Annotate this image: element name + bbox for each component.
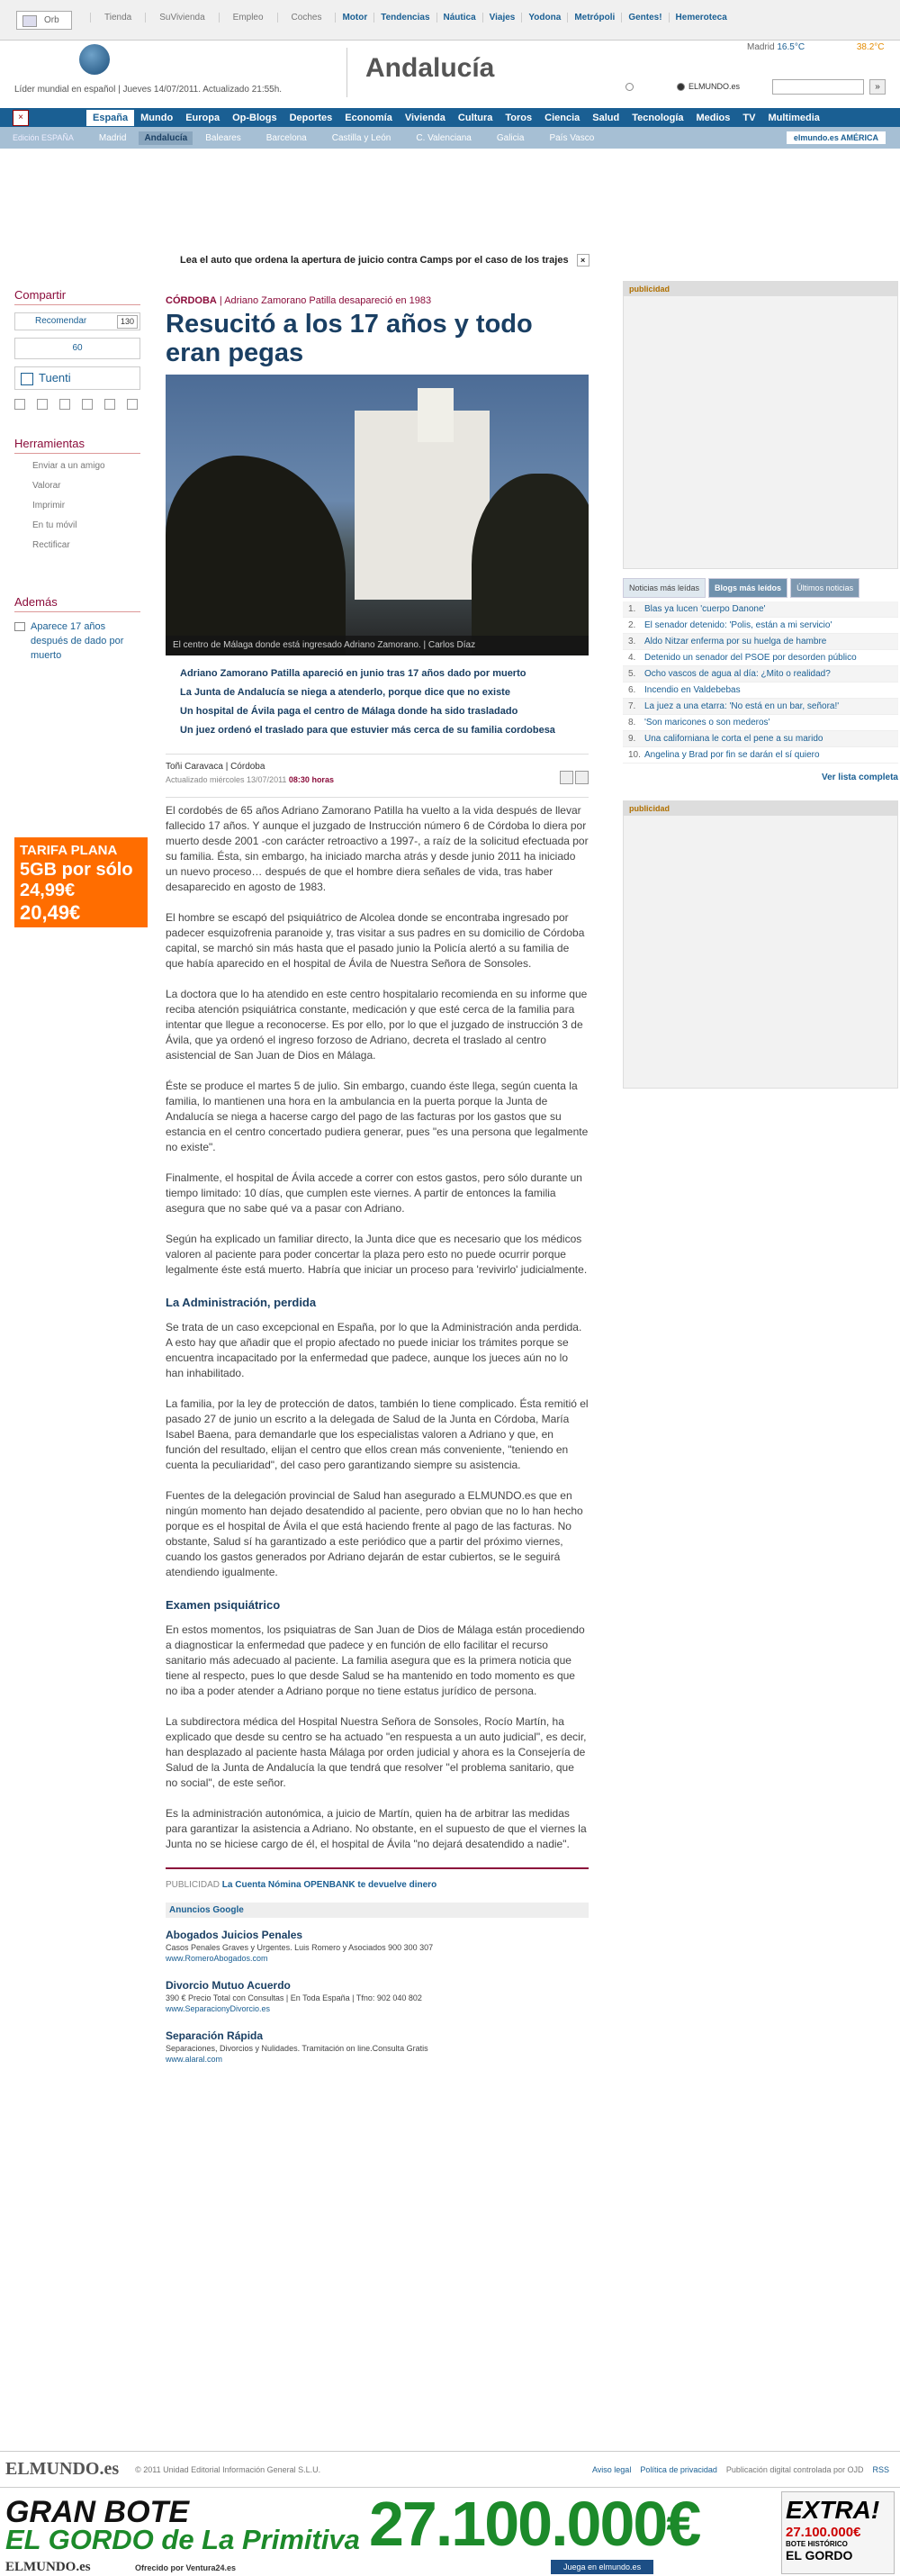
paragraph: Fuentes de la delegación provincial de Salud han asegurado a ELMUNDO.es que en ningún momento han dejado desatendido al paciente, pero obvian que no lo han hecho porque es el hospital de Ávila el que está haciendo frente al pago de las facturas. No obstante, Salud sí ha garantizado a este periódico que a partir del próximo viernes, cuando los gastos generados por Adriano dejarán de estar cubiertos, se le seguirá atendiendo igualmente.: [166, 1489, 583, 1578]
rank: 8.: [628, 718, 636, 728]
extra-amount: 27.100.000€: [786, 2525, 861, 2540]
photo-tree: [166, 456, 346, 655]
font-increase-icon[interactable]: [575, 771, 589, 784]
subheading: Examen psiquiátrico: [166, 1598, 281, 1612]
nav-item[interactable]: Cultura: [457, 112, 493, 123]
ad-item[interactable]: [166, 2029, 589, 2064]
ad-offer: 5GB por sólo 24,99€: [20, 860, 133, 900]
recommend-button[interactable]: [14, 312, 140, 330]
paragraph: Se trata de un caso excepcional en España, por lo que la Administración anda perdida. A esto hay que añadir que el propio afectado no puede iniciar los trámites porque se encuentra incapacitado por la enfermedad que padece, aunque los jueces aún no lo han inhabilitado.: [166, 1321, 582, 1379]
extra-label: BOTE HISTÓRICO: [786, 2540, 848, 2548]
ad-item[interactable]: [166, 1979, 589, 2013]
list-item-title[interactable]: Angelina y Brad por fin se darán el sí quiero: [644, 750, 820, 760]
weather-city: Madrid: [747, 42, 775, 52]
edition-item[interactable]: País Vasco: [549, 132, 595, 143]
twitter-icon[interactable]: [127, 399, 138, 410]
nav-item[interactable]: Medios: [696, 112, 731, 123]
photo-tower: [418, 388, 454, 442]
list-item[interactable]: [623, 634, 898, 650]
copyright: © 2011 Unidad Editorial Información General S.L.U.: [135, 2464, 321, 2474]
share-title: Compartir: [14, 288, 140, 305]
tuenti-button[interactable]: Tuenti: [14, 366, 140, 390]
rank: 1.: [628, 604, 636, 614]
list-item[interactable]: [623, 666, 898, 682]
summary-bullets: [166, 668, 589, 736]
utility-link[interactable]: Tienda: [90, 13, 145, 23]
ad-title[interactable]: Abogados Juicios Penales: [166, 1929, 303, 1941]
edition-item[interactable]: Galicia: [496, 132, 525, 143]
list-item-title[interactable]: La juez a una etarra: 'No está en un bar, señora!': [644, 701, 840, 711]
brand-header: [0, 41, 900, 108]
nav-item[interactable]: Vivienda: [404, 112, 446, 123]
summary-item: Adriano Zamorano Patilla apareció en junio tras 17 años dado por muerto: [180, 668, 526, 679]
list-item-title[interactable]: Ocho vascos de agua al día: ¿Mito o realidad?: [644, 669, 831, 679]
edition-nav: [0, 127, 900, 149]
paragraph: El cordobés de 65 años Adriano Zamorano Patilla ha vuelto a la vida después de llevar fallecido 17 años. Y aunque el juzgado de Instrucción número 6 de Córdoba lo diera por muerto desde 2001 -con carácter retroactivo a 1997-, a raíz de la solicitud efectuada por su familia. Ésta, sin embargo, ha iniciado marcha atrás y desde junio 2011 ha iniciado un nuevo proceso… después de que el hombre diera señales de vida, tras haber desaparecido en agosto de 1983.: [166, 804, 589, 893]
photo-tree: [472, 474, 589, 655]
nav-item[interactable]: Ciencia: [544, 112, 580, 123]
region-title[interactable]: Andalucía: [365, 53, 495, 83]
rank: 7.: [628, 701, 636, 711]
ad-box: [623, 800, 898, 1089]
nav-item[interactable]: Deportes: [289, 112, 333, 123]
kicker-rest: | Adriano Zamorano Patilla desapareció en 1983: [216, 295, 432, 306]
list-item-title[interactable]: Detenido un senador del PSOE por desorden público: [644, 653, 857, 663]
edition-item[interactable]: C. Valenciana: [416, 132, 472, 143]
privacy-link[interactable]: Política de privacidad: [640, 2464, 717, 2474]
banner-sponsor: Ofrecido por Ventura24.es: [135, 2563, 237, 2572]
utility-link[interactable]: SuVivienda: [145, 13, 218, 23]
close-icon[interactable]: ×: [13, 110, 29, 126]
subheading: La Administración, perdida: [166, 1296, 317, 1309]
most-read-tabs: [623, 578, 898, 598]
list-item[interactable]: [623, 699, 898, 715]
paragraph: Finalmente, el hospital de Ávila accede a correr con estos gastos, pero sólo durante un tiempo limitado: 10 días, que cumplen este viernes. A partir de entonces la familia asegura que no sabe qué va a pasar con Adriano.: [166, 1171, 582, 1215]
list-item[interactable]: [623, 601, 898, 618]
nav-item[interactable]: Op-Blogs: [232, 112, 277, 123]
ad-title[interactable]: Divorcio Mutuo Acuerdo: [166, 1979, 291, 1992]
paragraph: El hombre se escapó del psiquiátrico de Alcolea donde se encontraba ingresado por padecer esquizofrenia paranoide y, tras visitar a sus padres en su domicilio de Córdoba capital, se marchó sin más hasta que el pasado junio la Policía alertó a su familia de que había aparecido en el hospital de Ávila de Nuestra Señora de Sonsoles.: [166, 911, 585, 970]
close-icon[interactable]: ×: [577, 254, 590, 267]
banner-title: GRAN BOTE: [5, 2495, 189, 2529]
pub-link[interactable]: La Cuenta Nómina OPENBANK te devuelve dinero: [221, 1880, 437, 1890]
rank: 2.: [628, 620, 636, 630]
pub-label: PUBLICIDAD: [166, 1880, 222, 1890]
nav-item[interactable]: Europa: [185, 112, 220, 123]
radio-label: ELMUNDO.es: [688, 82, 741, 91]
list-item[interactable]: [623, 747, 898, 764]
top-utility-bar: [0, 0, 900, 41]
bottom-banner-ad[interactable]: [0, 2487, 900, 2576]
photo-caption: El centro de Málaga donde está ingresado Adriano Zamorano. | Carlos Díaz: [166, 636, 589, 655]
rank: 5.: [628, 669, 636, 679]
share-count[interactable]: 60: [14, 338, 140, 359]
ademas-title: Además: [14, 595, 140, 612]
digg-icon[interactable]: [82, 399, 93, 410]
radio-web[interactable]: [626, 82, 637, 91]
list-item-title[interactable]: Aldo Nitzar enferma por su huelga de hambre: [644, 637, 827, 646]
rank: 10.: [628, 750, 641, 760]
footer-logo[interactable]: ELMUNDO.es: [5, 2459, 120, 2479]
tools-title: Herramientas: [14, 437, 140, 454]
utility-link[interactable]: Yodona: [521, 13, 567, 23]
edition-item[interactable]: Madrid: [98, 132, 127, 143]
america-link[interactable]: elmundo.es AMÉRICA: [787, 131, 886, 144]
recommend-label: Recomendar: [35, 316, 87, 326]
edition-item[interactable]: Barcelona: [266, 132, 307, 143]
ademas-section: [14, 595, 140, 663]
list-item[interactable]: [623, 715, 898, 731]
left-sidebar: [14, 288, 140, 663]
list-item-title[interactable]: Blas ya lucen 'cuerpo Danone': [644, 604, 766, 614]
ad-title[interactable]: Separación Rápida: [166, 2029, 264, 2042]
banner-logo: ELMUNDO.es: [5, 2560, 91, 2574]
rss-icon[interactable]: [14, 399, 25, 410]
delicious-icon[interactable]: [37, 399, 48, 410]
nav-item-espana[interactable]: España: [86, 110, 134, 126]
extra-title: EXTRA!: [786, 2496, 880, 2524]
ad-url[interactable]: www.RomeroAbogados.com: [166, 1954, 268, 1963]
paragraph: En estos momentos, los psiquiatras de San Juan de Dios de Málaga están procediendo a diagnosticar la enfermedad que padece y en función de ello facilitar el recurso sanitario más adecuado al paciente. La familia asegura que es la primera noticia que tiene al respecto, pues lo que desde Salud se ha mantenido en todo momento es que no iba a poder atender a Adriano porque no tiene estatus jurídico de persona.: [166, 1623, 585, 1697]
facebook-icon[interactable]: [104, 399, 115, 410]
tool-item[interactable]: Rectificar: [32, 540, 70, 550]
article-body: [166, 797, 589, 1852]
summary-item: Un hospital de Ávila paga el centro de Málaga donde ha sido trasladado: [180, 706, 518, 717]
search-input[interactable]: [772, 79, 864, 95]
ad-desc: Casos Penales Graves y Urgentes. Luis Romero y Asociados 900 300 307: [166, 1943, 434, 1952]
banner-subtitle: EL GORDO de La Primitiva: [5, 2524, 360, 2555]
nav-item[interactable]: Salud: [592, 112, 620, 123]
tool-item[interactable]: En tu móvil: [32, 520, 77, 530]
share-icons: [14, 399, 140, 410]
ad-terms: LOS 4 PRIMEROS MESES · SÓLO HASTA EL 20 DE JULIO: [20, 928, 135, 945]
article-photo[interactable]: [166, 375, 589, 655]
paragraph: La familia, por la ley de protección de datos, también lo tiene complicado. Ésta remitió el pasado 27 de junio un escrito a la delegada de Salud de la Junta en Córdoba, María Isabel Baena, para demandarle que los especialistas valoren a Adriano y que, en función del resultado, elijan el centro que ellos crean más conveniente, "teniendo en cuenta la peculiaridad", del caso pero garantizando siempre su asistencia.: [166, 1397, 589, 1471]
rank: 6.: [628, 685, 636, 695]
tool-item[interactable]: Enviar a un amigo: [32, 461, 105, 471]
utility-nav: [90, 13, 734, 23]
see-all-link[interactable]: Ver lista completa: [821, 773, 898, 782]
utility-link[interactable]: Gentes!: [621, 13, 668, 23]
ojd-text: Publicación digital controlada por OJD: [725, 2464, 864, 2474]
font-size-controls: [560, 771, 589, 784]
orb-button[interactable]: Orb: [16, 11, 72, 30]
ademas-link[interactable]: Aparece 17 años después de dado por muerto: [14, 619, 140, 663]
list-item-title[interactable]: Una californiana le corta el pene a su marido: [644, 734, 824, 744]
kicker: [166, 295, 589, 306]
footer-links: [592, 2465, 889, 2474]
main-nav: [0, 108, 900, 127]
slogan-date: Líder mundial en español | Jueves 14/07/2011. Actualizado 21:55h.: [14, 85, 283, 95]
headline: Resucitó a los 17 años y todo eran pegas: [166, 310, 533, 367]
rank: 9.: [628, 734, 636, 744]
summary-item: Un juez ordenó el traslado para que estuvier más cerca de su familia cordobesa: [180, 725, 555, 736]
weather-min: 16.5°C: [777, 42, 806, 52]
search-scope: [626, 82, 740, 91]
utility-link[interactable]: Motor: [335, 13, 374, 23]
sponsored-link: [166, 1867, 589, 1890]
tool-item[interactable]: Valorar: [32, 481, 61, 491]
ad-item[interactable]: [166, 1929, 589, 1963]
ad-url[interactable]: www.alaral.com: [166, 2055, 223, 2064]
list-item[interactable]: [623, 618, 898, 634]
side-ad[interactable]: [14, 837, 148, 945]
nav-item[interactable]: TV: [742, 112, 756, 123]
extra-gordo: EL GORDO: [786, 2548, 853, 2562]
footer: [0, 2451, 900, 2487]
paragraph: Según ha explicado un familiar directo, la Junta dice que es necesario que los médicos valoren al paciente para poder concertar la plaza pero esto no puede ocurrir porque legalmente éste está muerto. Habría que iniciar un proceso para 'revivirlo' judicialmente.: [166, 1233, 588, 1276]
updated-time: 08:30 horas: [288, 775, 334, 784]
utility-link[interactable]: Hemeroteca: [669, 13, 734, 23]
banner-amount: 27.100.000€: [369, 2489, 700, 2559]
nav-item[interactable]: Tecnología: [632, 112, 684, 123]
list-item-title[interactable]: El senador detenido: 'Polis, están a mi servicio': [644, 620, 832, 630]
utility-link[interactable]: Tendencias: [374, 13, 436, 23]
radio-elmundo[interactable]: [677, 82, 740, 91]
radio-icon: [626, 83, 634, 91]
nav-item[interactable]: Mundo: [140, 112, 174, 123]
google-ads: [166, 1903, 589, 2064]
ad-desc: 390 € Precio Total con Consultas | En Toda España | Tfno: 902 040 802: [166, 1993, 422, 2002]
article: [166, 295, 589, 2080]
tab-blogs[interactable]: Blogs más leídos: [708, 578, 788, 598]
paragraph: La subdirectora médica del Hospital Nuestra Señora de Sonsoles, Rocío Martín, ha explicado que desde su centro se ha actuado "en respuesta a un auto judicial", es decir, han desplazado al paciente hasta Málaga por orden judicial y ahora es la Consejería de Salud de la Junta de Andalucía la que tendrá que resolver "el problema sanitario, que no social", de este señor.: [166, 1715, 587, 1789]
nav-item[interactable]: Economía: [345, 112, 392, 123]
utility-link[interactable]: Empleo: [219, 13, 277, 23]
rss-link[interactable]: RSS: [872, 2464, 889, 2474]
author: Toñi Caravaca | Córdoba: [166, 762, 266, 772]
utility-link[interactable]: Coches: [277, 13, 336, 23]
nav-item[interactable]: Toros: [505, 112, 533, 123]
edition-item[interactable]: Castilla y León: [331, 132, 392, 143]
pub-label: publicidad: [624, 282, 897, 296]
list-item[interactable]: [623, 682, 898, 699]
edition-label: Edición ESPAÑA: [13, 133, 74, 142]
ad-space: [0, 149, 900, 239]
kicker-city: CÓRDOBA: [166, 295, 217, 306]
legal-link[interactable]: Aviso legal: [591, 2464, 632, 2474]
utility-link[interactable]: Viajes: [482, 13, 522, 23]
edition-item-andalucia[interactable]: Andalucía: [139, 131, 193, 145]
list-item[interactable]: [623, 650, 898, 666]
weather-max: 38.2°C: [856, 42, 885, 52]
radio-icon: [677, 83, 685, 91]
paragraph: Éste se produce el martes 5 de julio. Sin embargo, cuando éste llega, según cuenta la familia, lo mantienen una hora en la ambulancia en la puerta porque la Junta de Andalucía se niega a hacerse cargo del pago de las facturas por los gastos que su estancia en el centro concertado pudiera generar, pues "es una persona que legalmente no existe".: [166, 1080, 589, 1153]
edition-item[interactable]: Baleares: [205, 132, 241, 143]
meneame-icon[interactable]: [59, 399, 70, 410]
ad-title: TARIFA PLANA: [20, 843, 118, 858]
font-decrease-icon[interactable]: [560, 771, 573, 784]
ad-price: 20,49€: [20, 901, 81, 924]
ad-url[interactable]: www.SeparacionyDivorcio.es: [166, 2004, 271, 2013]
updated-label: Actualizado miércoles 13/07/2011: [166, 775, 289, 784]
globe-logo-icon[interactable]: [79, 44, 110, 75]
most-read-list: [623, 601, 898, 764]
rank: 4.: [628, 653, 636, 663]
utility-link[interactable]: Náutica: [436, 13, 482, 23]
divider: [346, 48, 347, 97]
play-button[interactable]: Juega en elmundo.es: [551, 2560, 653, 2574]
paragraph: Es la administración autonómica, a juicio de Martín, quien ha de arbitrar las medidas para garantizar la asistencia a Adriano. No obstante, en el supuesto de que el viernes la Junta no se hiciese cargo de él, el hospital de Ávila "no dejará desatendido a nadie".: [166, 1807, 587, 1850]
recommend-count: 130: [117, 315, 138, 329]
list-item[interactable]: [623, 731, 898, 747]
google-ads-title: Anuncios Google: [166, 1903, 589, 1918]
paragraph: La doctora que lo ha atendido en este centro hospitalario recomienda en su informe que reciba atención psiquiátrica constante, medicación y que esté cerca de la familia para intentar que llegue a reconocerse. Es por ello, por lo que el juzgado de instrucción 3 de Ávila, que ya ordenó el ingreso forzoso de Adriano, decreta el traslado al centro asistencial de San Juan de Dios en Málaga.: [166, 988, 588, 1062]
list-item-title[interactable]: 'Son maricones o son mederos': [644, 718, 770, 728]
extra-newspaper: [781, 2491, 895, 2574]
ad-desc: Separaciones, Divorcios y Nulidades. Tramitación on line.Consulta Gratis: [166, 2044, 428, 2053]
weather: [747, 42, 885, 52]
list-item-title[interactable]: Incendio en Valdebebas: [644, 685, 741, 695]
lead-text[interactable]: Lea el auto que ordena la apertura de juicio contra Camps por el caso de los trajes: [180, 255, 569, 266]
updated: [166, 775, 589, 784]
tab-latest[interactable]: Últimos noticias: [790, 578, 860, 598]
pub-label: publicidad: [624, 801, 897, 816]
summary-item: La Junta de Andalucía se niega a atenderlo, porque dice que no existe: [180, 687, 510, 698]
tool-item[interactable]: Imprimir: [32, 501, 66, 511]
tab-most-read[interactable]: Noticias más leídas: [623, 578, 706, 598]
rank: 3.: [628, 637, 636, 646]
utility-link[interactable]: Metrópoli: [567, 13, 621, 23]
right-column: [623, 281, 898, 1089]
ad-box: [623, 281, 898, 569]
tools-list: [14, 461, 140, 550]
lead-banner[interactable]: [180, 254, 590, 267]
byline: [166, 754, 589, 784]
search-button[interactable]: »: [869, 79, 886, 95]
nav-item[interactable]: Multimedia: [768, 112, 820, 123]
